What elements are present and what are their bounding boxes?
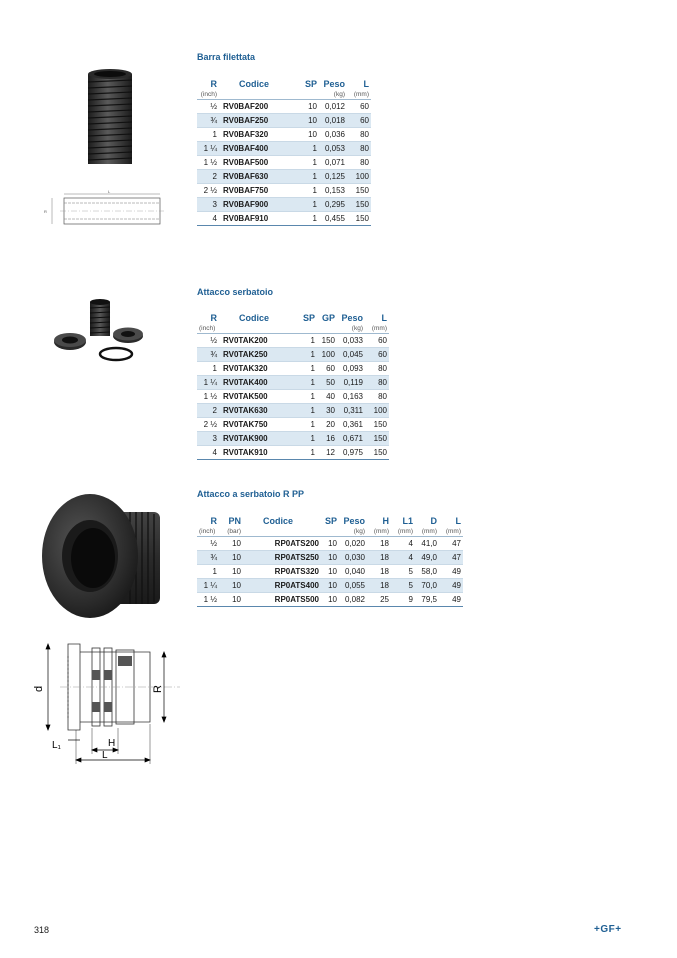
column-header: Peso xyxy=(341,313,363,323)
table-cell: 150 xyxy=(365,418,389,432)
table-cell: 4 xyxy=(197,446,219,460)
column-unit xyxy=(219,90,301,100)
spec-table xyxy=(197,79,371,226)
table-row xyxy=(197,537,463,551)
table-cell: 2 ½ xyxy=(197,184,219,198)
table-cell: 10 xyxy=(219,537,243,551)
table-cell: 80 xyxy=(365,376,389,390)
section-title-threaded-bar: Barra filettata xyxy=(197,52,256,62)
table-cell: ¾ xyxy=(197,551,219,565)
table-row xyxy=(197,100,371,114)
table-cell: 41,0 xyxy=(415,537,439,551)
table-cell: ¾ xyxy=(197,348,219,362)
table-cell: ½ xyxy=(197,537,219,551)
table-cell: 18 xyxy=(367,551,391,565)
table-cell: 16 xyxy=(317,432,337,446)
table-cell: 18 xyxy=(367,565,391,579)
table-cell: 5 xyxy=(391,565,415,579)
product-code: RV0TAK500 xyxy=(219,390,299,404)
column-unit: (mm) xyxy=(415,527,439,537)
table-cell: 80 xyxy=(347,128,371,142)
table-cell: 10 xyxy=(301,100,319,114)
product-code: RV0TAK250 xyxy=(219,348,299,362)
dimension-H-label: H xyxy=(108,738,116,749)
table-cell: 100 xyxy=(365,404,389,418)
table-cell: 10 xyxy=(301,128,319,142)
column-unit xyxy=(301,90,319,100)
table-row xyxy=(197,142,371,156)
table-cell: 0,455 xyxy=(319,212,347,226)
product-code: RV0TAK900 xyxy=(219,432,299,446)
table-cell: 0,093 xyxy=(337,362,365,376)
table-cell: 0,053 xyxy=(319,142,347,156)
product-code: RV0BAF500 xyxy=(219,156,301,170)
product-code: RP0ATS320 xyxy=(243,565,321,579)
table-cell: 1 xyxy=(197,362,219,376)
table-cell: 50 xyxy=(317,376,337,390)
table-cell: 150 xyxy=(347,184,371,198)
column-header: PN xyxy=(228,516,241,526)
dimension-L1-label: L₁ xyxy=(52,740,61,751)
table-row xyxy=(197,376,389,390)
table-cell: 1 xyxy=(299,432,317,446)
spec-table xyxy=(197,313,389,460)
column-unit: (kg) xyxy=(337,324,365,334)
table-cell: 0,030 xyxy=(339,551,367,565)
column-unit: (kg) xyxy=(339,527,367,537)
bar-thread-label: R xyxy=(44,209,47,214)
table-cell: 80 xyxy=(347,142,371,156)
column-unit: (inch) xyxy=(197,324,219,334)
table-cell: 150 xyxy=(347,212,371,226)
column-unit: (mm) xyxy=(391,527,415,537)
table-cell: 0,163 xyxy=(337,390,365,404)
table-cell: 80 xyxy=(365,390,389,404)
table-cell: 3 xyxy=(197,432,219,446)
column-unit: (inch) xyxy=(197,90,219,100)
column-header: D xyxy=(430,516,437,526)
table-row xyxy=(197,212,371,226)
table-tank-connector xyxy=(197,313,389,460)
spec-table xyxy=(197,516,463,607)
table-cell: 0,082 xyxy=(339,593,367,607)
table-cell: 79,5 xyxy=(415,593,439,607)
table-row xyxy=(197,156,371,170)
table-cell: 4 xyxy=(197,212,219,226)
table-cell: 100 xyxy=(347,170,371,184)
table-cell: 10 xyxy=(321,565,339,579)
table-cell: 47 xyxy=(439,537,463,551)
table-row xyxy=(197,418,389,432)
column-header: L xyxy=(455,516,461,526)
table-cell: 10 xyxy=(321,579,339,593)
product-code: RV0BAF900 xyxy=(219,198,301,212)
column-header: L xyxy=(363,79,369,89)
table-cell: 49 xyxy=(439,565,463,579)
product-code: RV0BAF200 xyxy=(219,100,301,114)
table-cell: 0,311 xyxy=(337,404,365,418)
product-code: RP0ATS250 xyxy=(243,551,321,565)
column-header: R xyxy=(210,313,217,323)
product-code: RP0ATS400 xyxy=(243,579,321,593)
table-cell: 80 xyxy=(347,156,371,170)
product-image-tank-connector xyxy=(48,296,160,366)
product-code: RP0ATS200 xyxy=(243,537,321,551)
table-cell: 1 ½ xyxy=(197,156,219,170)
table-cell: 0,361 xyxy=(337,418,365,432)
column-header: SP xyxy=(302,313,315,323)
table-cell: 0,033 xyxy=(337,334,365,348)
table-cell: 0,125 xyxy=(319,170,347,184)
product-code: RP0ATS500 xyxy=(243,593,321,607)
section-title-tank-connector-pp: Attacco a serbatoio R PP xyxy=(197,489,305,499)
table-row xyxy=(197,579,463,593)
table-cell: 150 xyxy=(365,446,389,460)
table-cell: 49 xyxy=(439,579,463,593)
column-header: SP xyxy=(304,79,317,89)
table-cell: 10 xyxy=(219,551,243,565)
column-unit: (mm) xyxy=(347,90,371,100)
table-row xyxy=(197,334,389,348)
table-cell: 49 xyxy=(439,593,463,607)
table-cell: 0,975 xyxy=(337,446,365,460)
table-cell: 150 xyxy=(347,198,371,212)
table-cell: 1 ¼ xyxy=(197,376,219,390)
table-cell: 47 xyxy=(439,551,463,565)
column-unit: (kg) xyxy=(319,90,347,100)
product-code: RV0BAF750 xyxy=(219,184,301,198)
column-header: R xyxy=(210,79,217,89)
table-cell: 0,018 xyxy=(319,114,347,128)
product-code: RV0TAK750 xyxy=(219,418,299,432)
table-cell: 10 xyxy=(321,551,339,565)
table-cell: 0,119 xyxy=(337,376,365,390)
table-cell: 60 xyxy=(317,362,337,376)
column-unit xyxy=(243,527,321,537)
table-cell: 1 xyxy=(299,404,317,418)
table-row xyxy=(197,170,371,184)
table-cell: 80 xyxy=(365,362,389,376)
table-row xyxy=(197,404,389,418)
product-code: RV0BAF910 xyxy=(219,212,301,226)
table-cell: 2 ½ xyxy=(197,418,219,432)
table-cell: 60 xyxy=(347,100,371,114)
column-header: Peso xyxy=(323,79,345,89)
table-cell: 4 xyxy=(391,551,415,565)
table-row xyxy=(197,362,389,376)
column-unit xyxy=(321,527,339,537)
table-cell: 1 xyxy=(197,128,219,142)
table-tank-connector-pp xyxy=(197,516,463,607)
table-cell: 70,0 xyxy=(415,579,439,593)
table-cell: 10 xyxy=(219,579,243,593)
table-cell: 0,055 xyxy=(339,579,367,593)
product-code: RV0BAF630 xyxy=(219,170,301,184)
table-cell: 0,295 xyxy=(319,198,347,212)
dimension-R-label: R xyxy=(152,685,164,693)
table-row xyxy=(197,551,463,565)
table-cell: 0,045 xyxy=(337,348,365,362)
table-cell: 1 ¼ xyxy=(197,142,219,156)
technical-drawing-threaded-bar xyxy=(40,186,170,232)
column-unit xyxy=(317,324,337,334)
column-unit: (mm) xyxy=(439,527,463,537)
table-cell: 58,0 xyxy=(415,565,439,579)
table-cell: 1 xyxy=(299,376,317,390)
table-cell: 0,020 xyxy=(339,537,367,551)
table-cell: ½ xyxy=(197,334,219,348)
column-unit: (bar) xyxy=(219,527,243,537)
column-unit xyxy=(299,324,317,334)
table-cell: 1 xyxy=(301,156,319,170)
table-cell: ½ xyxy=(197,100,219,114)
table-cell: 1 xyxy=(299,418,317,432)
column-header: L xyxy=(381,313,387,323)
table-row xyxy=(197,565,463,579)
table-cell: 25 xyxy=(367,593,391,607)
table-cell: 10 xyxy=(219,565,243,579)
table-cell: 10 xyxy=(321,537,339,551)
table-cell: 60 xyxy=(365,348,389,362)
table-cell: 1 ½ xyxy=(197,593,219,607)
table-row xyxy=(197,184,371,198)
technical-drawing-tank-connector-pp xyxy=(30,632,180,772)
table-cell: 3 xyxy=(197,198,219,212)
table-cell: 30 xyxy=(317,404,337,418)
gf-logo: +GF+ xyxy=(594,924,622,935)
table-cell: 1 xyxy=(301,184,319,198)
column-header: L1 xyxy=(402,516,413,526)
column-header: H xyxy=(382,516,389,526)
table-cell: 60 xyxy=(365,334,389,348)
table-cell: 10 xyxy=(321,593,339,607)
dimension-L-label: L xyxy=(102,750,108,761)
product-code: RV0TAK200 xyxy=(219,334,299,348)
table-cell: 1 ½ xyxy=(197,390,219,404)
table-cell: 150 xyxy=(365,432,389,446)
table-cell: 49,0 xyxy=(415,551,439,565)
page-number: 318 xyxy=(34,925,50,935)
table-cell: 1 xyxy=(301,198,319,212)
column-header: Codice xyxy=(239,313,270,323)
product-code: RV0TAK910 xyxy=(219,446,299,460)
table-cell: 1 ¼ xyxy=(197,579,219,593)
table-cell: 10 xyxy=(219,593,243,607)
table-cell: 0,036 xyxy=(319,128,347,142)
table-cell: 100 xyxy=(317,348,337,362)
table-cell: 40 xyxy=(317,390,337,404)
table-cell: 1 xyxy=(299,446,317,460)
column-header: SP xyxy=(324,516,337,526)
table-cell: ¾ xyxy=(197,114,219,128)
table-cell: 9 xyxy=(391,593,415,607)
column-header: GP xyxy=(321,313,335,323)
table-cell: 2 xyxy=(197,404,219,418)
dimension-d-label: d xyxy=(33,685,45,692)
table-cell: 0,071 xyxy=(319,156,347,170)
table-row xyxy=(197,593,463,607)
table-cell: 1 xyxy=(299,334,317,348)
product-code: RV0BAF320 xyxy=(219,128,301,142)
column-header: R xyxy=(210,516,217,526)
table-cell: 1 xyxy=(301,142,319,156)
column-header: Codice xyxy=(263,516,294,526)
section-title-tank-connector: Attacco serbatoio xyxy=(197,287,274,297)
table-cell: 1 xyxy=(299,390,317,404)
table-cell: 12 xyxy=(317,446,337,460)
table-cell: 18 xyxy=(367,537,391,551)
column-header: Peso xyxy=(343,516,365,526)
table-threaded-bar xyxy=(197,79,371,226)
product-image-tank-connector-pp xyxy=(38,490,168,622)
table-cell: 4 xyxy=(391,537,415,551)
table-cell: 0,012 xyxy=(319,100,347,114)
table-cell: 0,153 xyxy=(319,184,347,198)
product-code: RV0TAK320 xyxy=(219,362,299,376)
product-code: RV0TAK630 xyxy=(219,404,299,418)
product-code: RV0BAF400 xyxy=(219,142,301,156)
table-cell: 20 xyxy=(317,418,337,432)
column-header: Codice xyxy=(239,79,270,89)
product-image-threaded-bar xyxy=(80,68,140,168)
table-row xyxy=(197,446,389,460)
table-cell: 60 xyxy=(347,114,371,128)
table-cell: 150 xyxy=(317,334,337,348)
column-unit xyxy=(219,324,299,334)
table-cell: 2 xyxy=(197,170,219,184)
bar-length-label: L xyxy=(108,189,111,194)
table-row xyxy=(197,432,389,446)
table-cell: 10 xyxy=(301,114,319,128)
column-unit: (mm) xyxy=(367,527,391,537)
column-unit: (inch) xyxy=(197,527,219,537)
table-row xyxy=(197,390,389,404)
table-cell: 5 xyxy=(391,579,415,593)
table-row xyxy=(197,348,389,362)
table-row xyxy=(197,128,371,142)
table-cell: 0,671 xyxy=(337,432,365,446)
table-cell: 1 xyxy=(301,170,319,184)
table-cell: 1 xyxy=(299,348,317,362)
table-cell: 18 xyxy=(367,579,391,593)
table-cell: 1 xyxy=(197,565,219,579)
table-cell: 0,040 xyxy=(339,565,367,579)
table-cell: 1 xyxy=(301,212,319,226)
table-cell: 1 xyxy=(299,362,317,376)
table-row xyxy=(197,114,371,128)
product-code: RV0BAF250 xyxy=(219,114,301,128)
product-code: RV0TAK400 xyxy=(219,376,299,390)
table-row xyxy=(197,198,371,212)
column-unit: (mm) xyxy=(365,324,389,334)
